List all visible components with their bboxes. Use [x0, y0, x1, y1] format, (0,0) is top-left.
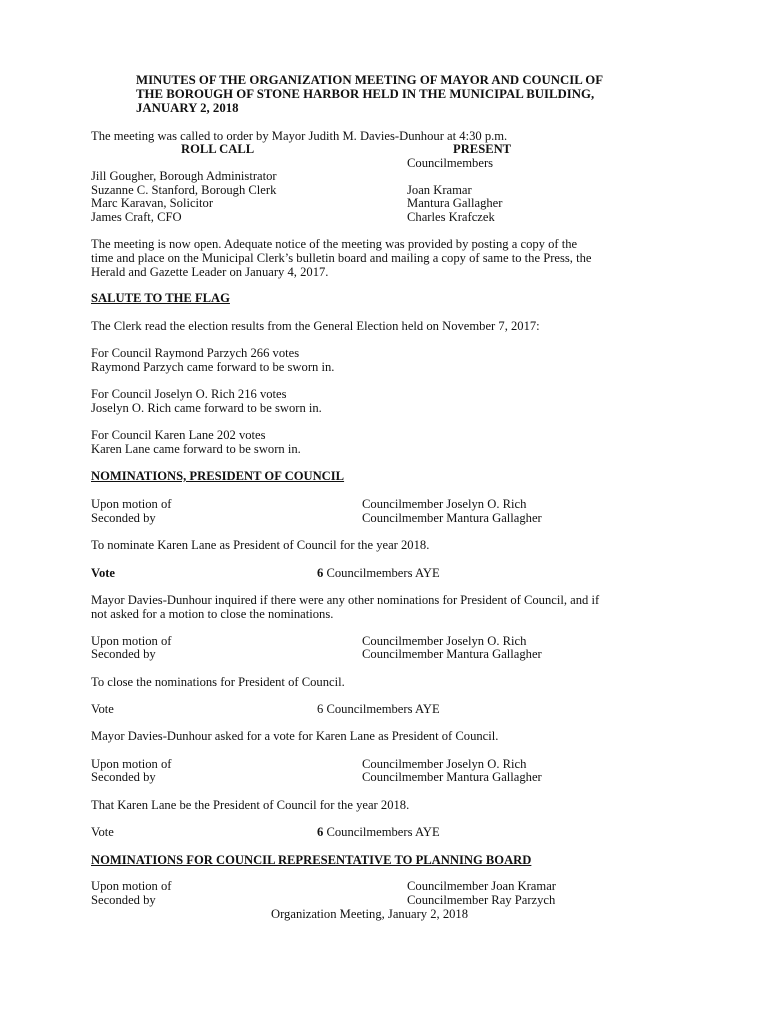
document-title	[136, 73, 716, 116]
vote-result-text: Councilmembers AYE	[323, 825, 440, 839]
second-label: Seconded by	[91, 511, 156, 525]
present-heading: PRESENT	[453, 142, 512, 156]
nominations-president-heading: NOMINATIONS, PRESIDENT OF COUNCIL	[91, 469, 345, 483]
election-intro: The Clerk read the election results from the General Election held on November 7, 2017:	[91, 319, 540, 333]
motion-label: Upon motion of	[91, 757, 172, 771]
staff-item: James Craft, CFO	[91, 210, 182, 224]
vote-count: 6	[317, 566, 324, 580]
election-result: For Council Raymond Parzych 266 votes	[91, 346, 300, 360]
second-label: Seconded by	[91, 647, 156, 661]
title-line-1: MINUTES OF THE ORGANIZATION MEETING OF MAYOR AND COUNCIL OF	[136, 73, 604, 87]
election-result: For Council Karen Lane 202 votes	[91, 428, 266, 442]
call-to-order: The meeting was called to order by Mayor Judith M. Davies-Dunhour at 4:30 p.m.	[91, 129, 508, 143]
second-by: Councilmember Mantura Gallagher	[362, 511, 542, 525]
vote-result-text: Councilmembers AYE	[323, 566, 440, 580]
vote-label: Vote	[91, 825, 114, 839]
second-by: Councilmember Mantura Gallagher	[362, 647, 542, 661]
motion-by: Councilmember Joan Kramar	[407, 879, 556, 893]
title-line-3: JANUARY 2, 2018	[136, 101, 239, 116]
motion-by: Councilmember Joselyn O. Rich	[362, 757, 527, 771]
staff-item: Marc Karavan, Solicitor	[91, 196, 214, 210]
motion-label: Upon motion of	[91, 634, 172, 648]
paragraph-line: Mayor Davies-Dunhour inquired if there were any other nominations for President of Council, and if	[91, 593, 600, 607]
motion-text: To close the nominations for President of Council.	[91, 675, 345, 689]
staff-item: Suzanne C. Stanford, Borough Clerk	[91, 183, 277, 197]
vote-count: 6	[317, 825, 324, 839]
member-item: Joan Kramar	[407, 183, 472, 197]
councilmembers-label: Councilmembers	[407, 156, 494, 170]
paragraph-line: Herald and Gazette Leader on January 4, 2017.	[91, 265, 329, 279]
vote-label: Vote	[91, 566, 116, 580]
paragraph-line: time and place on the Municipal Clerk’s bulletin board and mailing a copy of same to the Press, the	[91, 251, 592, 265]
title-line-2: THE BOROUGH OF STONE HARBOR HELD IN THE MUNICIPAL BUILDING,	[136, 87, 595, 102]
second-by: Councilmember Ray Parzych	[407, 893, 556, 907]
election-sworn: Karen Lane came forward to be sworn in.	[91, 442, 301, 456]
salute-heading: SALUTE TO THE FLAG	[91, 291, 230, 305]
inquiry-paragraph	[91, 593, 721, 621]
election-sworn: Raymond Parzych came forward to be sworn in.	[91, 360, 335, 374]
vote-result: 6 Councilmembers AYE	[317, 702, 440, 716]
vote-label: Vote	[91, 702, 114, 716]
second-label: Seconded by	[91, 770, 156, 784]
planning-board-heading: NOMINATIONS FOR COUNCIL REPRESENTATIVE TO PLANNING BOARD	[91, 853, 532, 867]
paragraph-line: not asked for a motion to close the nominations.	[91, 607, 334, 621]
second-label: Seconded by	[91, 893, 156, 907]
ask-vote-text: Mayor Davies-Dunhour asked for a vote for Karen Lane as President of Council.	[91, 729, 499, 743]
vote-result	[317, 566, 440, 580]
motion-text: To nominate Karen Lane as President of Council for the year 2018.	[91, 538, 430, 552]
open-notice-paragraph	[91, 237, 721, 279]
motion-text: That Karen Lane be the President of Council for the year 2018.	[91, 798, 410, 812]
paragraph-line: The meeting is now open. Adequate notice of the meeting was provided by posting a copy of the	[91, 237, 578, 251]
staff-item: Jill Gougher, Borough Administrator	[91, 169, 277, 183]
election-sworn: Joselyn O. Rich came forward to be sworn in.	[91, 401, 322, 415]
motion-label: Upon motion of	[91, 879, 172, 893]
motion-label: Upon motion of	[91, 497, 172, 511]
motion-by: Councilmember Joselyn O. Rich	[362, 634, 527, 648]
member-item: Mantura Gallagher	[407, 196, 503, 210]
second-by: Councilmember Mantura Gallagher	[362, 770, 542, 784]
roll-call-heading: ROLL CALL	[181, 142, 255, 156]
page-footer: Organization Meeting, January 2, 2018	[271, 907, 469, 921]
election-result: For Council Joselyn O. Rich 216 votes	[91, 387, 287, 401]
member-item: Charles Krafczek	[407, 210, 495, 224]
vote-result	[317, 825, 440, 839]
motion-by: Councilmember Joselyn O. Rich	[362, 497, 527, 511]
